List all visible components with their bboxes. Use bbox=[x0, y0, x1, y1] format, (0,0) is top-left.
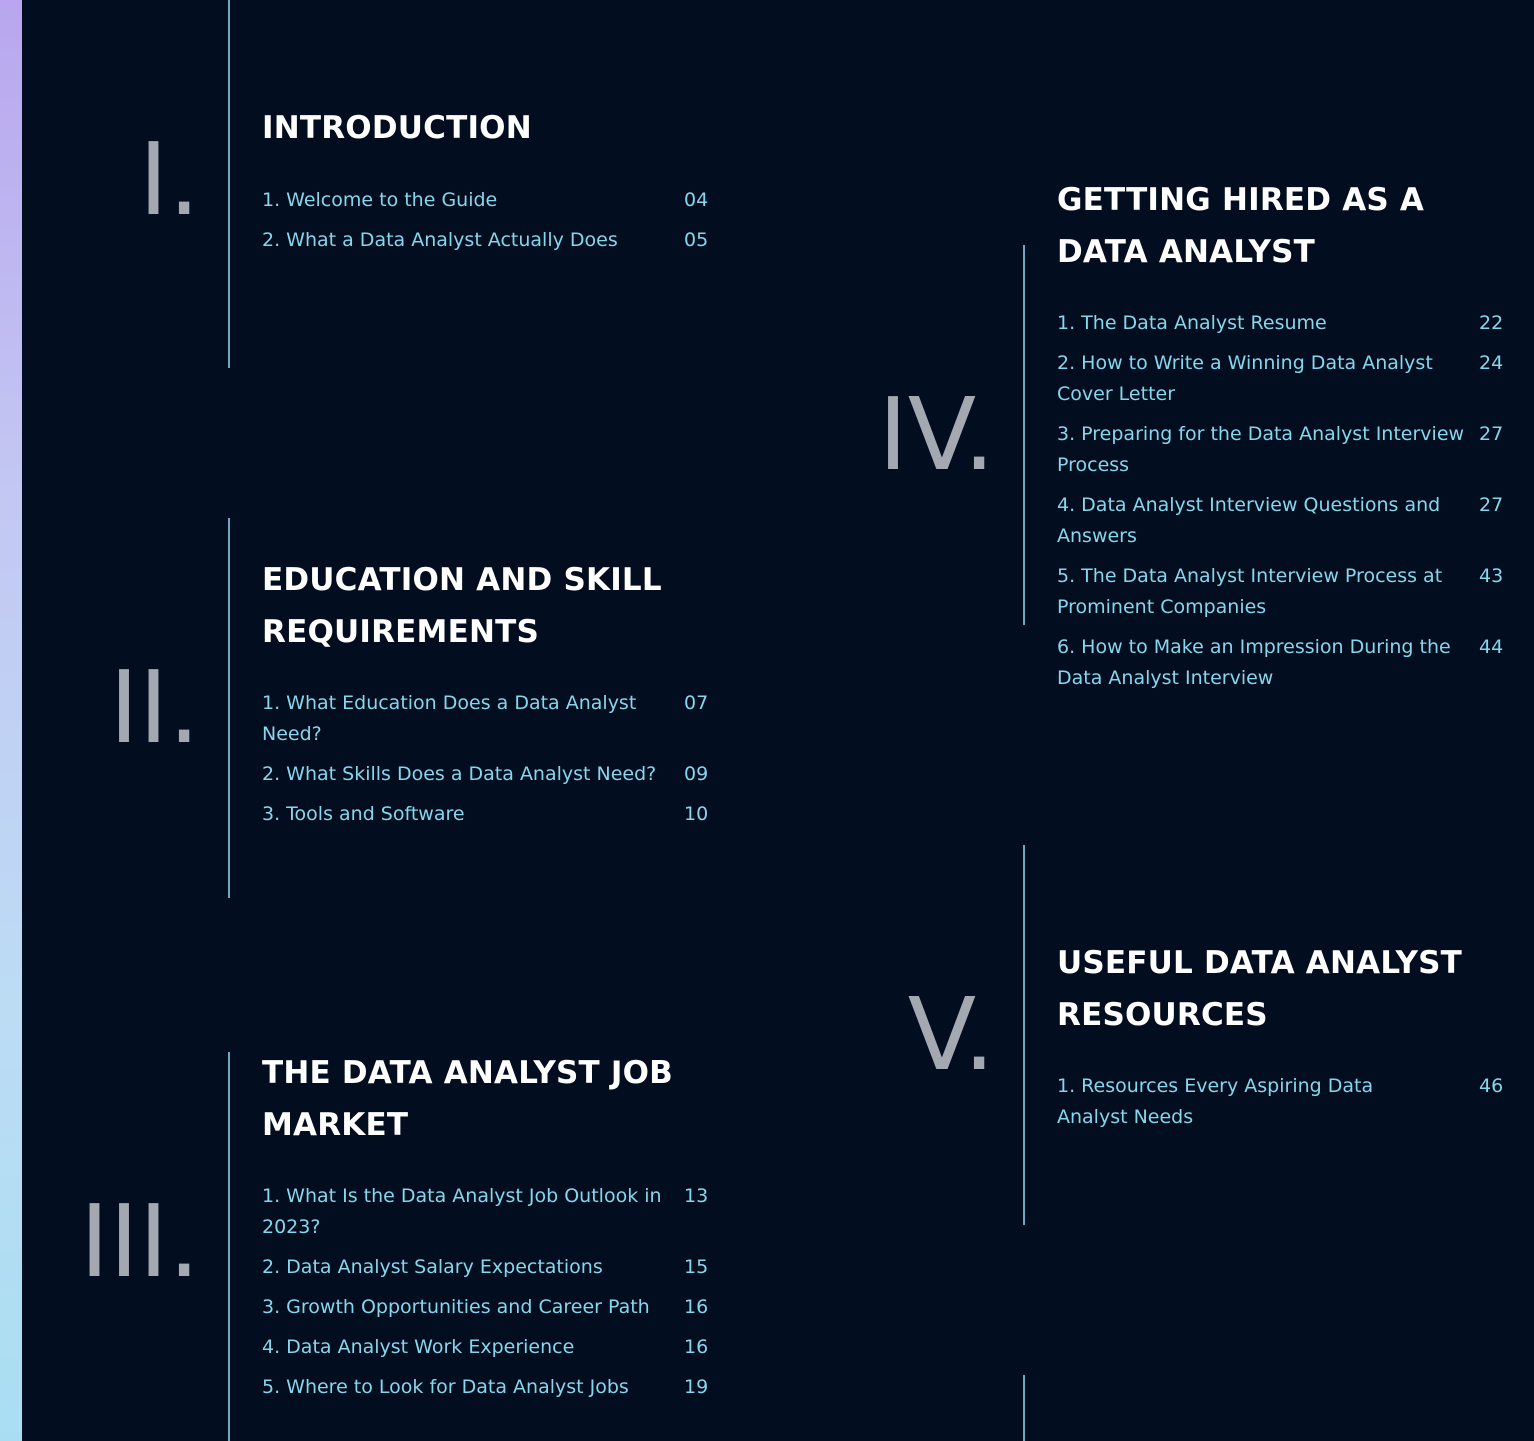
section-divider-line bbox=[228, 1052, 230, 1441]
toc-entry[interactable] bbox=[262, 1181, 712, 1243]
section-title: USEFUL DATA ANALYST RESOURCES bbox=[1057, 945, 1462, 1033]
toc-entry-page: 27 bbox=[1479, 423, 1504, 445]
toc-entry-title: 6. How to Make an Impression During the Data Analyst Interview bbox=[1057, 636, 1451, 689]
toc-entry[interactable] bbox=[262, 759, 712, 790]
toc-entry-title: 2. What a Data Analyst Actually Does bbox=[262, 229, 618, 251]
toc-entry-page: 24 bbox=[1479, 352, 1504, 374]
toc-entry-title: 2. Data Analyst Salary Expectations bbox=[262, 1256, 603, 1278]
section-divider-line bbox=[1023, 1375, 1025, 1441]
toc-entry-title: 1. Welcome to the Guide bbox=[262, 189, 498, 211]
section-numeral: V. bbox=[907, 976, 995, 1093]
toc-entry-title: 1. The Data Analyst Resume bbox=[1057, 312, 1327, 334]
toc-entry[interactable] bbox=[262, 1292, 712, 1323]
toc-list bbox=[262, 185, 712, 265]
toc-entry-page: 46 bbox=[1479, 1075, 1504, 1097]
toc-entry-page: 43 bbox=[1479, 565, 1504, 587]
toc-entry-title: 1. What Is the Data Analyst Job Outlook in 2023? bbox=[262, 1185, 662, 1238]
toc-entry-page: 10 bbox=[684, 803, 709, 825]
toc-entry-title: 4. Data Analyst Interview Questions and Answers bbox=[1057, 494, 1441, 547]
toc-entry-title: 4. Data Analyst Work Experience bbox=[262, 1336, 575, 1358]
toc-list bbox=[262, 688, 712, 839]
toc-entry[interactable] bbox=[1057, 632, 1507, 694]
toc-list bbox=[1057, 308, 1507, 703]
toc-entry[interactable] bbox=[262, 688, 712, 750]
toc-entry-title: 3. Tools and Software bbox=[262, 803, 465, 825]
toc-entry[interactable] bbox=[1057, 1071, 1507, 1133]
toc-entry[interactable] bbox=[1057, 348, 1507, 410]
section-title: INTRODUCTION bbox=[262, 110, 532, 146]
section-numeral: I. bbox=[138, 121, 200, 238]
toc-entry[interactable] bbox=[1057, 419, 1507, 481]
toc-list bbox=[1057, 1071, 1507, 1142]
toc-entry[interactable] bbox=[1057, 561, 1507, 623]
toc-entry-title: 2. How to Write a Winning Data Analyst Cover Letter bbox=[1057, 352, 1433, 405]
toc-entry-page: 16 bbox=[684, 1336, 709, 1358]
section-divider-line bbox=[228, 518, 230, 898]
toc-entry-page: 22 bbox=[1479, 312, 1504, 334]
toc-entry-page: 05 bbox=[684, 229, 709, 251]
section-numeral: III. bbox=[79, 1183, 200, 1300]
toc-entry[interactable] bbox=[1057, 308, 1507, 339]
toc-entry-title: 5. Where to Look for Data Analyst Jobs bbox=[262, 1376, 629, 1398]
toc-entry-title: 1. What Education Does a Data Analyst Need? bbox=[262, 692, 637, 745]
section-divider-line bbox=[1023, 845, 1025, 1225]
section-title: THE DATA ANALYST JOB MARKET bbox=[262, 1055, 673, 1143]
toc-entry-title: 2. What Skills Does a Data Analyst Need? bbox=[262, 763, 657, 785]
toc-entry-page: 15 bbox=[684, 1256, 709, 1278]
toc-entry-title: 5. The Data Analyst Interview Process at Prominent Companies bbox=[1057, 565, 1443, 618]
gradient-edge-strip bbox=[0, 0, 22, 1441]
toc-entry-title: 3. Growth Opportunities and Career Path bbox=[262, 1296, 650, 1318]
toc-entry[interactable] bbox=[262, 185, 712, 216]
section-numeral: IV. bbox=[878, 376, 995, 493]
toc-entry-page: 04 bbox=[684, 189, 709, 211]
toc-entry[interactable] bbox=[1057, 490, 1507, 552]
toc-entry-page: 13 bbox=[684, 1185, 709, 1207]
toc-entry-page: 07 bbox=[684, 692, 709, 714]
section-title: GETTING HIRED AS A DATA ANALYST bbox=[1057, 182, 1425, 270]
toc-entry[interactable] bbox=[262, 1372, 712, 1403]
toc-list bbox=[262, 1181, 712, 1412]
section-divider-line bbox=[1023, 245, 1025, 625]
section-divider-line bbox=[228, 0, 230, 368]
toc-entry-page: 27 bbox=[1479, 494, 1504, 516]
toc-entry[interactable] bbox=[262, 799, 712, 830]
toc-entry-page: 16 bbox=[684, 1296, 709, 1318]
toc-entry[interactable] bbox=[262, 225, 712, 256]
toc-entry-page: 09 bbox=[684, 763, 709, 785]
toc-entry-title: 3. Preparing for the Data Analyst Interview Process bbox=[1057, 423, 1465, 476]
section-title: EDUCATION AND SKILL REQUIREMENTS bbox=[262, 562, 662, 650]
toc-entry-page: 19 bbox=[684, 1376, 709, 1398]
section-numeral: II. bbox=[109, 649, 200, 766]
toc-entry-title: 1. Resources Every Aspiring Data Analyst Needs bbox=[1057, 1075, 1374, 1128]
toc-entry[interactable] bbox=[262, 1332, 712, 1363]
toc-entry-page: 44 bbox=[1479, 636, 1504, 658]
toc-entry[interactable] bbox=[262, 1252, 712, 1283]
